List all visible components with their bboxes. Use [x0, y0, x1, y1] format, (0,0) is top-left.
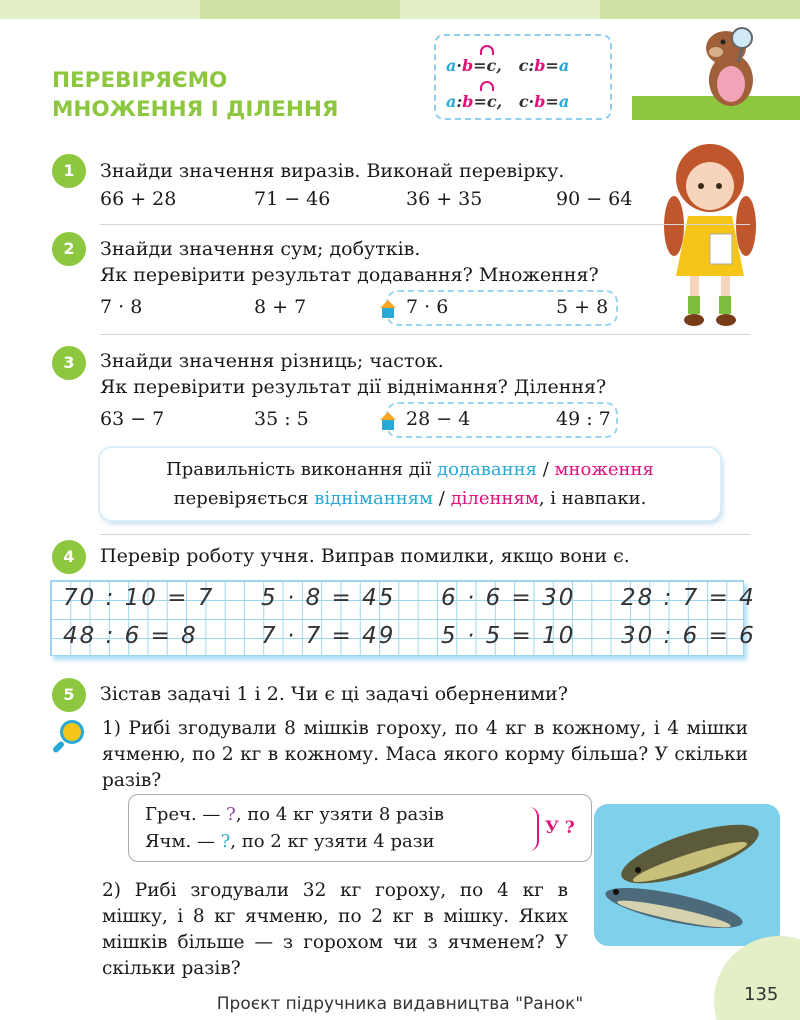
student-equation: 48 : 6 = 8	[63, 623, 198, 649]
house-icon	[380, 300, 396, 318]
student-equation: 7 · 7 = 49	[261, 623, 396, 649]
expression: 90 − 64	[556, 188, 633, 210]
problem-text: Рибі згодували 8 мішків гороху, по 4 кг в кожному, і 4 мішки ячменю, по 2 кг в кожному. Маса якого корму більша? У скільки разів?	[102, 718, 748, 791]
top-stripe	[400, 0, 600, 19]
page-number: 135	[744, 984, 779, 1005]
condition-row-2: Ячм. — ?, по 2 кг узяти 4 рази	[145, 831, 435, 852]
task-text: Як перевірити результат додавання? Множення?	[100, 264, 599, 286]
student-equation: 30 : 6 = 6	[621, 623, 756, 649]
task-text: Перевір роботу учня. Виправ помилки, якщо вони є.	[100, 545, 630, 567]
expression: 71 − 46	[254, 188, 331, 210]
rule-row-2: a:b=c, c·b=a	[446, 92, 570, 111]
divider	[100, 334, 750, 335]
task-text: Знайди значення виразів. Виконай перевірку.	[100, 160, 565, 182]
rule-line-1: Правильність виконання дії додавання / множення	[166, 459, 654, 480]
task-text: Як перевірити результат дії віднімання? Ділення?	[100, 376, 607, 398]
arrow-icon	[480, 45, 494, 55]
rule-panel	[100, 448, 720, 520]
page-title	[52, 66, 372, 124]
divider	[100, 224, 750, 225]
student-equation: 6 · 6 = 30	[441, 585, 576, 611]
condition-question: У ?	[545, 818, 575, 838]
title-line-2: МНОЖЕННЯ І ДІЛЕННЯ	[52, 97, 339, 122]
expression: 35 : 5	[254, 408, 309, 430]
problem-label: 2)	[102, 880, 121, 901]
fish-illustration	[594, 804, 780, 946]
rule-line-2: перевіряється відніманням / діленням, і навпаки.	[173, 488, 647, 509]
expression: 7 · 8	[100, 296, 143, 318]
task-number: 1	[52, 154, 86, 188]
student-equation: 5 · 8 = 45	[261, 585, 396, 611]
house-icon	[380, 412, 396, 430]
rule-box	[434, 34, 612, 120]
task-text: Зістав задачі 1 і 2. Чи є ці задачі оберненими?	[100, 683, 568, 705]
expression: 63 − 7	[100, 408, 165, 430]
top-stripe	[0, 0, 200, 19]
task-number: 4	[52, 540, 86, 574]
expression: 66 + 28	[100, 188, 177, 210]
problem-2	[102, 878, 568, 982]
rule-row-1: a·b=c, c:b=a	[446, 56, 570, 75]
magnifier-icon	[50, 720, 86, 756]
problem-text: Рибі згодували 32 кг гороху, по 4 кг в мішку, і 8 кг ячменю, по 2 кг в мішку. Яких мішків більше — з горохом чи з ячменем? У скільки разів?	[102, 880, 568, 979]
beaver-illustration	[698, 22, 764, 108]
task-number: 3	[52, 346, 86, 380]
top-stripe	[200, 0, 400, 19]
expression: 8 + 7	[254, 296, 307, 318]
student-equation: 5 · 5 = 10	[441, 623, 576, 649]
brace-icon	[529, 807, 539, 851]
title-line-1: ПЕРЕВІРЯЄМО	[52, 68, 228, 93]
task-text: Знайди значення сум; добутків.	[100, 238, 421, 260]
student-equation: 70 : 10 = 7	[63, 585, 215, 611]
girl-illustration	[654, 136, 766, 332]
expression: 7 · 6	[406, 296, 449, 318]
expression: 49 : 7	[556, 408, 611, 430]
expression: 28 − 4	[406, 408, 471, 430]
task-number: 5	[52, 678, 86, 712]
task-number: 2	[52, 232, 86, 266]
expression: 5 + 8	[556, 296, 609, 318]
condition-row-1: Греч. — ?, по 4 кг узяти 8 разів	[145, 804, 444, 825]
problem-1	[102, 716, 748, 794]
divider	[100, 534, 750, 535]
student-work-grid	[50, 580, 756, 656]
task-text: Знайди значення різниць; часток.	[100, 350, 444, 372]
arrow-icon	[480, 81, 494, 91]
condition-box	[128, 794, 592, 862]
top-stripe	[600, 0, 800, 19]
expression: 36 + 35	[406, 188, 483, 210]
footer-text: Проєкт підручника видавництва "Ранок"	[216, 994, 584, 1014]
student-equation: 28 : 7 = 4	[621, 585, 756, 611]
problem-label: 1)	[102, 718, 121, 739]
